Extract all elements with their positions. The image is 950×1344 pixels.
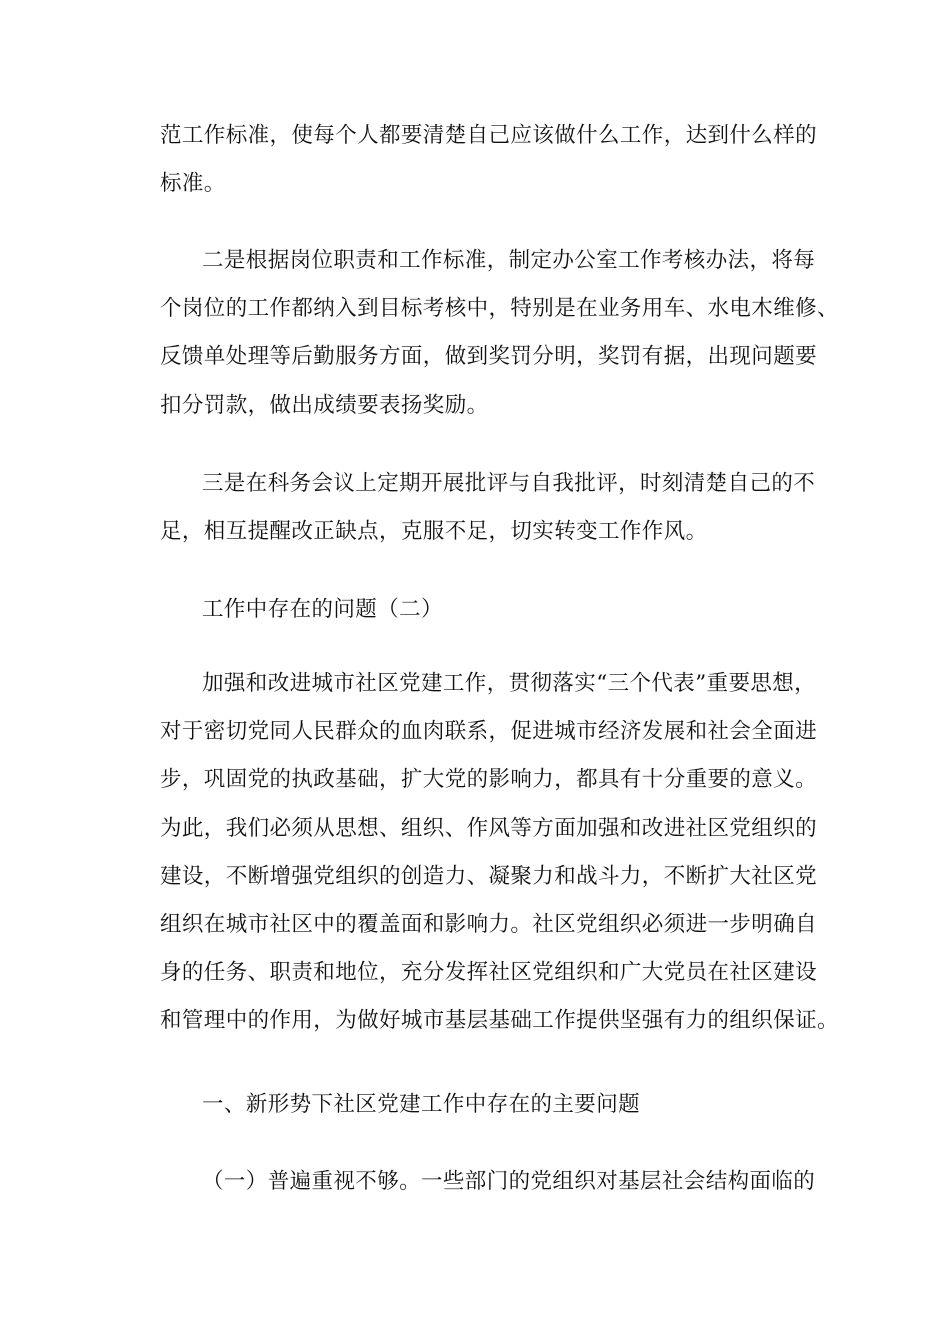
paragraph-continuation xyxy=(160,112,818,208)
text-line: 足，相互提醒改正缺点，克服不足，切实转变工作作风。 xyxy=(160,519,708,545)
paragraph-assessment xyxy=(160,237,839,430)
text-line: 对于密切党同人民群众的血肉联系，促进城市经济发展和社会全面进 xyxy=(160,719,818,745)
text-line: 建设，不断增强党组织的创造力、凝聚力和战斗力，不断扩大社区党 xyxy=(160,863,818,889)
text-line: 身的任务、职责和地位，充分发挥社区党组织和广大党员在社区建设 xyxy=(160,960,818,986)
paragraph-insufficient-attention xyxy=(160,1158,816,1206)
text-line: 二是根据岗位职责和工作标准，制定办公室工作考核办法，将每 xyxy=(202,248,816,273)
subsection-heading xyxy=(160,1081,800,1129)
text-line: 标准。 xyxy=(160,171,226,197)
text-line: 三是在科务会议上定期开展批评与自我批评，时刻清楚自己的不 xyxy=(202,471,816,496)
text-line: 步，巩固党的执政基础，扩大党的影响力，都具有十分重要的意义。 xyxy=(160,767,818,793)
text-line: （一）普遍重视不够。一些部门的党组织对基层社会结构面临的 xyxy=(202,1169,816,1194)
text-line: 组织在城市社区中的覆盖面和影响力。社区党组织必须进一步明确自 xyxy=(160,911,818,937)
heading-line: 工作中存在的问题（二） xyxy=(202,597,443,622)
section-heading xyxy=(160,586,800,634)
paragraph-community-party xyxy=(160,660,839,1046)
text-line: 为此，我们必须从思想、组织、作风等方面加强和改进社区党组织的 xyxy=(160,815,818,841)
heading-line: 一、新形势下社区党建工作中存在的主要问题 xyxy=(202,1092,641,1117)
text-line: 加强和改进城市社区党建工作，贯彻落实“三个代表”重要思想， xyxy=(202,671,817,696)
paragraph-criticism xyxy=(160,460,816,556)
text-line: 反馈单处理等后勤服务方面，做到奖罚分明，奖罚有据，出现问题要 xyxy=(160,344,818,370)
text-line: 和管理中的作用，为做好城市基层基础工作提供坚强有力的组织保证。 xyxy=(160,1008,839,1034)
text-line: 个岗位的工作都纳入到目标考核中，特别是在业务用车、水电木维修、 xyxy=(160,296,839,322)
text-line: 范工作标准，使每个人都要清楚自己应该做什么工作，达到什么样的 xyxy=(160,123,818,148)
text-line: 扣分罚款，做出成绩要表扬奖励。 xyxy=(160,392,489,418)
